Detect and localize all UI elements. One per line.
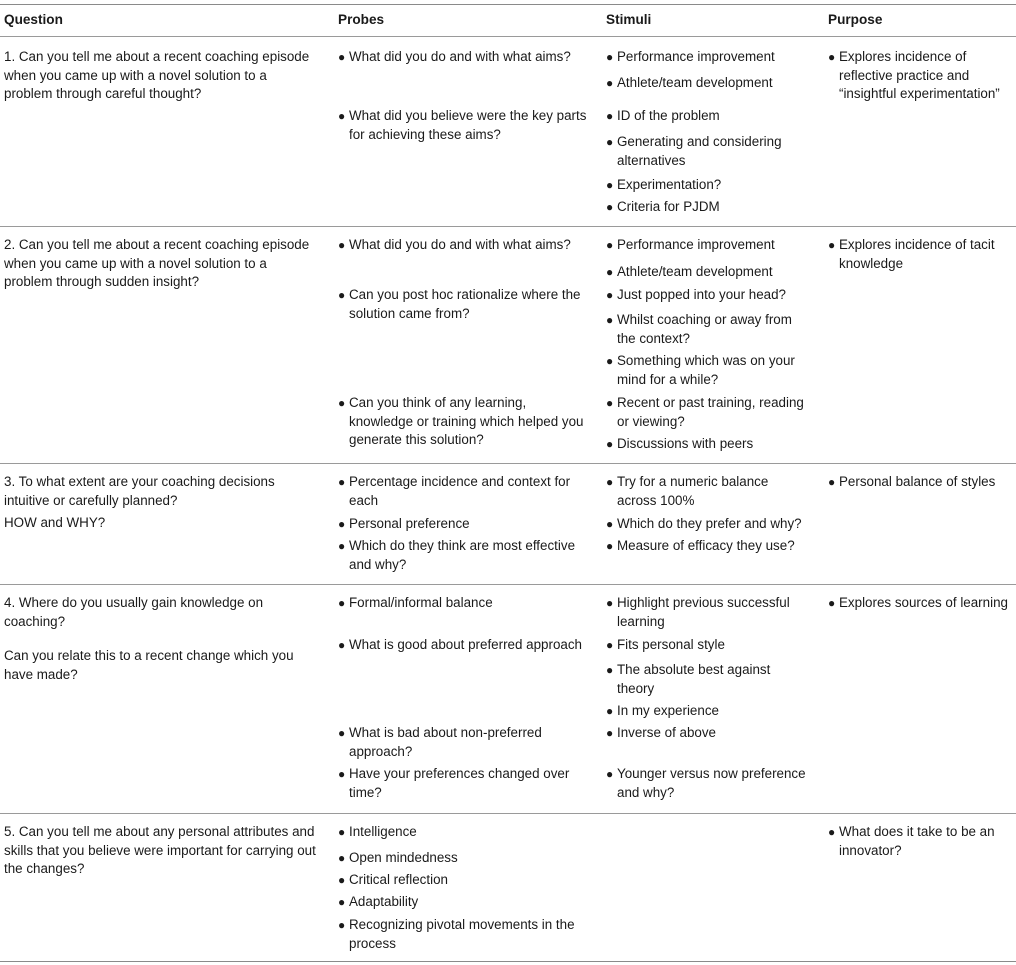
bullet-icon: ● [606, 354, 614, 368]
bullet-icon: ● [606, 396, 614, 410]
stimulus-item: ● Criteria for PJDM [606, 198, 811, 217]
bullet-icon: ● [828, 475, 836, 489]
stimulus-item: ● Athlete/team development [606, 74, 811, 93]
stimulus-item: ● Younger versus now preference and why? [606, 766, 806, 800]
bullet-icon: ● [606, 596, 614, 610]
stimulus-item: ● Just popped into your head? [606, 286, 811, 305]
stimulus-item: ● Performance improvement [606, 236, 811, 255]
probe-item: ● What is bad about non-preferred approach? [338, 725, 542, 759]
question-text: 4. Where do you usually gain knowledge on coaching? [4, 595, 264, 629]
stimulus-item: ● Generating and considering alternatives [606, 134, 782, 168]
question-cell [4, 473, 316, 533]
stimulus-item: ● Discussions with peers [606, 435, 811, 454]
question-cell [4, 823, 316, 879]
column-header-stimuli: Stimuli [606, 12, 652, 27]
probe-item: ● Adaptability [338, 893, 588, 912]
probe-item: ● Open mindedness [338, 849, 588, 868]
bullet-icon: ● [338, 396, 346, 410]
bullet-icon: ● [338, 539, 346, 553]
question-text: 3. To what extent are your coaching decisions intuitive or carefully planned? [4, 474, 275, 508]
bullet-icon: ● [606, 109, 614, 123]
bullet-icon: ● [828, 596, 836, 610]
bullet-icon: ● [606, 767, 614, 781]
probe-item: ● Recognizing pivotal movements in the process [338, 917, 575, 951]
bullet-icon: ● [606, 135, 614, 149]
column-header-probes: Probes [338, 12, 385, 27]
column-header-purpose: Purpose [828, 12, 883, 27]
probe-item: ● Critical reflection [338, 871, 588, 890]
bullet-icon: ● [606, 726, 614, 740]
purpose-item: ● Explores incidence of tacit knowledge [828, 237, 995, 271]
probe-item: ● Formal/informal balance [338, 594, 588, 613]
column-header-question: Question [4, 12, 63, 27]
probe-item: ● Personal preference [338, 515, 588, 534]
question-text: Can you relate this to a recent change which you have made? [4, 648, 294, 682]
table-top-rule [0, 4, 1016, 5]
stimulus-item: ● Something which was on your mind for a while? [606, 353, 795, 387]
question-text: 5. Can you tell me about any personal attributes and skills that you believe were important for carrying out the changes? [4, 824, 316, 876]
bullet-icon: ● [338, 517, 346, 531]
stimulus-item: ● Which do they prefer and why? [606, 515, 811, 534]
row-divider [0, 813, 1016, 814]
probe-item: ● What is good about preferred approach [338, 636, 588, 655]
question-cell [4, 236, 316, 292]
stimulus-item: ● Highlight previous successful learning [606, 595, 790, 629]
stimulus-item: ● Performance improvement [606, 48, 811, 67]
bullet-icon: ● [338, 50, 346, 64]
stimulus-item: ● Experimentation? [606, 176, 811, 195]
stimulus-item: ● In my experience [606, 702, 811, 721]
purpose-item: ● What does it take to be an innovator? [828, 824, 995, 858]
stimulus-item: ● Athlete/team development [606, 263, 811, 282]
stimulus-item: ● Try for a numeric balance across 100% [606, 474, 769, 508]
bullet-icon: ● [828, 50, 836, 64]
stimulus-item: ● Recent or past training, reading or viewing? [606, 395, 804, 429]
bullet-icon: ● [338, 596, 346, 610]
question-cell [4, 48, 316, 104]
bullet-icon: ● [606, 663, 614, 677]
bullet-icon: ● [338, 825, 346, 839]
stimulus-item: ● Measure of efficacy they use? [606, 537, 811, 556]
question-text: HOW and WHY? [4, 515, 106, 530]
bullet-icon: ● [606, 313, 614, 327]
question-text: 1. Can you tell me about a recent coaching episode when you came up with a novel solution to a problem through careful thought? [4, 49, 310, 101]
probe-item: ● Which do they think are most effective and why? [338, 538, 576, 572]
bullet-icon: ● [606, 76, 614, 90]
bullet-icon: ● [606, 638, 614, 652]
probe-item: ● Can you post hoc rationalize where the solution came from? [338, 287, 581, 321]
bullet-icon: ● [606, 437, 614, 451]
row-divider [0, 584, 1016, 585]
bullet-icon: ● [606, 704, 614, 718]
bullet-icon: ● [338, 767, 346, 781]
stimulus-item: ● The absolute best against theory [606, 662, 771, 696]
purpose-item: ● Explores sources of learning [828, 594, 1014, 613]
row-divider [0, 463, 1016, 464]
bullet-icon: ● [338, 109, 346, 123]
bullet-icon: ● [338, 726, 346, 740]
bullet-icon: ● [606, 265, 614, 279]
bullet-icon: ● [606, 178, 614, 192]
bullet-icon: ● [338, 238, 346, 252]
bullet-icon: ● [338, 895, 346, 909]
bullet-icon: ● [338, 918, 346, 932]
bullet-icon: ● [606, 517, 614, 531]
stimulus-item: ● Fits personal style [606, 636, 811, 655]
probe-item: ● Can you think of any learning, knowledge or training which helped you generate this solution? [338, 395, 584, 447]
header-rule [0, 36, 1016, 37]
bullet-icon: ● [828, 825, 836, 839]
probe-item: ● What did you do and with what aims? [338, 236, 588, 255]
bullet-icon: ● [338, 288, 346, 302]
bullet-icon: ● [338, 638, 346, 652]
purpose-item: ● Explores incidence of reflective practice and “insightful experimentation” [828, 49, 1000, 101]
question-cell [4, 594, 316, 684]
bullet-icon: ● [338, 851, 346, 865]
bullet-icon: ● [606, 475, 614, 489]
table-bottom-rule [0, 961, 1016, 962]
purpose-item: ● Personal balance of styles [828, 473, 1014, 492]
stimulus-item: ● ID of the problem [606, 107, 811, 126]
stimulus-item: ● Inverse of above [606, 724, 811, 743]
bullet-icon: ● [338, 475, 346, 489]
bullet-icon: ● [606, 539, 614, 553]
bullet-icon: ● [338, 873, 346, 887]
row-divider [0, 226, 1016, 227]
bullet-icon: ● [828, 238, 836, 252]
probe-item: ● What did you believe were the key parts for achieving these aims? [338, 108, 587, 142]
question-text: 2. Can you tell me about a recent coaching episode when you came up with a novel solution to a problem through sudden insight? [4, 237, 310, 289]
probe-item: ● Have your preferences changed over time? [338, 766, 570, 800]
probe-item: ● What did you do and with what aims? [338, 48, 588, 67]
bullet-icon: ● [606, 288, 614, 302]
stimulus-item: ● Whilst coaching or away from the context? [606, 312, 792, 346]
probe-item: ● Percentage incidence and context for each [338, 474, 571, 508]
bullet-icon: ● [606, 200, 614, 214]
probe-item: ● Intelligence [338, 823, 588, 842]
bullet-icon: ● [606, 50, 614, 64]
bullet-icon: ● [606, 238, 614, 252]
